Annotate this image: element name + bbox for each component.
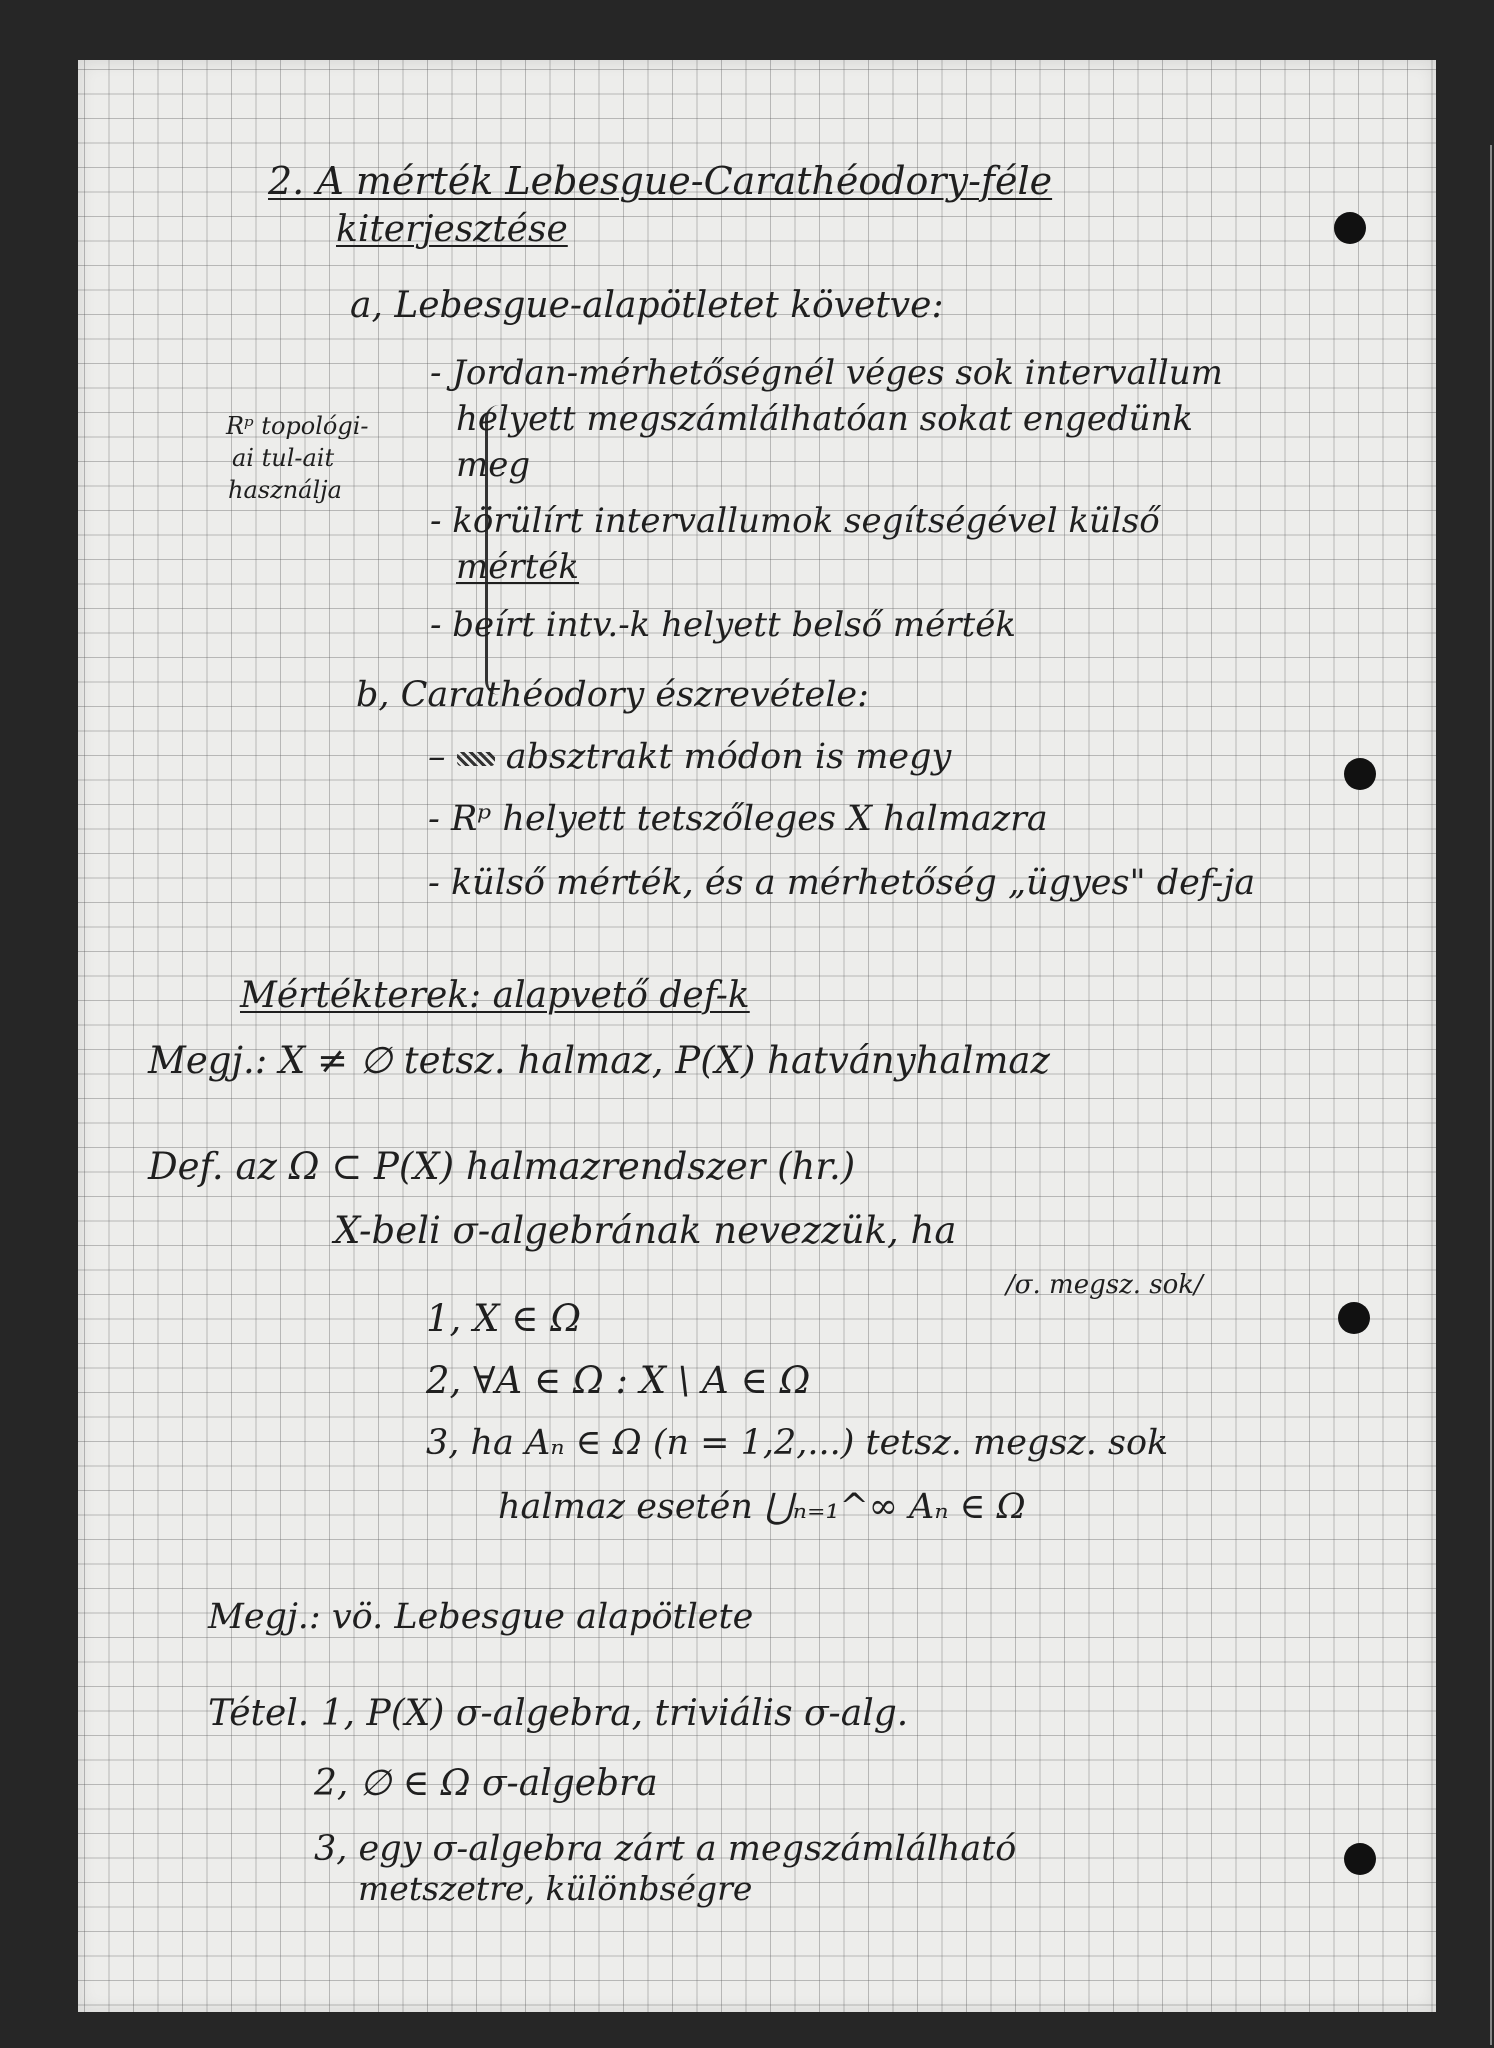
side-note-line: ai tul-ait bbox=[232, 444, 335, 472]
theorem-1: Tétel. 1, P(X) σ-algebra, triviális σ-alg. bbox=[208, 1693, 909, 1734]
title-line-1: 2. A mérték Lebesgue-Carathéodory-féle bbox=[268, 159, 1053, 203]
side-note-line: Rᵖ topológi- bbox=[226, 412, 369, 440]
condition-3-line-2: halmaz esetén ⋃ₙ₌₁^∞ Aₙ ∈ Ω bbox=[498, 1487, 1026, 1527]
section-a-heading: a, Lebesgue-alapötletet követve: bbox=[350, 285, 944, 326]
theorem-3-line-1: 3, egy σ-algebra zárt a megszámlálható bbox=[314, 1829, 1017, 1869]
section-a-item: mérték bbox=[456, 547, 580, 587]
remark-1: Megj.: X ≠ ∅ tetsz. halmaz, P(X) hatványhalmaz bbox=[148, 1039, 1050, 1082]
theorem-2: 2, ∅ ∈ Ω σ-algebra bbox=[314, 1763, 658, 1804]
measure-spaces-heading: Mértékterek: alapvető def-k bbox=[240, 975, 750, 1016]
definition-line-1: Def. az Ω ⊂ P(X) halmazrendszer (hr.) bbox=[148, 1145, 856, 1188]
section-a-item: helyett megszámlálhatóan sokat engedünk bbox=[456, 399, 1193, 439]
theorem-3-line-2: metszetre, különbségre bbox=[358, 1869, 753, 1908]
remark-2: Megj.: vö. Lebesgue alapötlete bbox=[208, 1597, 754, 1637]
section-b-item: - Rᵖ helyett tetszőleges X halmazra bbox=[428, 799, 1048, 839]
definition-line-2: X-beli σ-algebrának nevezzük, ha bbox=[334, 1209, 957, 1252]
condition-3-line-1: 3, ha Aₙ ∈ Ω (n = 1,2,...) tetsz. megsz. sok bbox=[426, 1423, 1169, 1463]
condition-2: 2, ∀A ∈ Ω : X \ A ∈ Ω bbox=[426, 1359, 811, 1402]
punch-hole bbox=[1338, 1302, 1370, 1334]
punch-hole bbox=[1344, 1843, 1376, 1875]
scribble-mark bbox=[457, 752, 495, 766]
punch-hole bbox=[1344, 758, 1376, 790]
punch-hole bbox=[1334, 212, 1366, 244]
section-a-item: - Jordan-mérhetőségnél véges sok intervallum bbox=[430, 353, 1223, 393]
section-b-item: – absztrakt módon is megy bbox=[428, 737, 952, 777]
section-b-item: - külső mérték, és a mérhetőség „ügyes" def-ja bbox=[428, 863, 1256, 903]
section-a-item: - beírt intv.-k helyett belső mérték bbox=[430, 605, 1016, 645]
definition-note: /σ. megsz. sok/ bbox=[1006, 1270, 1203, 1300]
side-note-line: használja bbox=[228, 476, 342, 504]
title-line-2: kiterjesztése bbox=[336, 209, 568, 250]
condition-1: 1, X ∈ Ω bbox=[426, 1297, 581, 1340]
section-a-item: meg bbox=[456, 445, 531, 485]
section-a-item: - körülírt intervallumok segítségével külső bbox=[430, 501, 1160, 541]
page-edge-line bbox=[1490, 145, 1492, 2045]
section-b-item-text: absztrakt módon is megy bbox=[505, 737, 952, 777]
notebook-page bbox=[78, 60, 1436, 2012]
section-b-heading: b, Carathéodory észrevétele: bbox=[356, 675, 869, 715]
